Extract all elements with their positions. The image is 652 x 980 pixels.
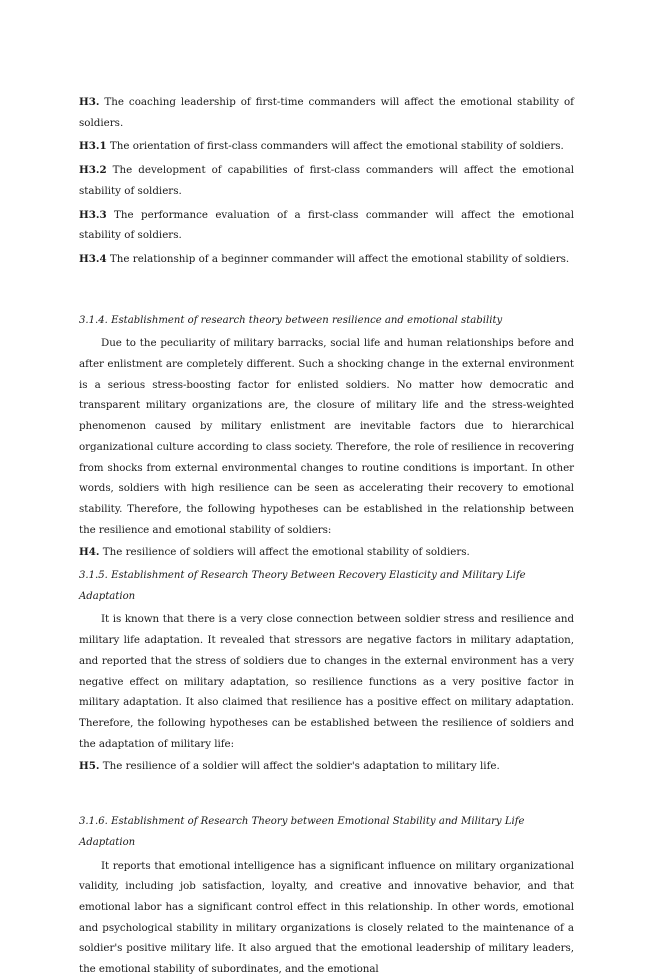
section-title-3-1-5: 3.1.5. Establishment of Research Theory Between Recovery Elasticity and Military Life Adaptation [79, 570, 526, 602]
hypothesis-h5 [79, 756, 574, 777]
hypothesis-text: The orientation of first-class commanders will affect the emotional stability of soldiers. [106, 140, 564, 153]
hypothesis-label: H3.2 [79, 164, 107, 177]
section-paragraph: It is known that there is a very close connection between soldier stress and resilience and military life adaptation. It revealed that stressors are negative factors in military adaptation, and reported that the stress of soldiers due to changes in the external environment has a very negative effect on military adaptation, so resilience functions as a very positive factor in military adaptation. It also claimed that resilience has a positive effect on military adaptation. Therefore, the following hypotheses can be established between the resilience of soldiers and the adaptation of military life: [79, 613, 574, 750]
hypothesis-label: H3.3 [79, 208, 107, 221]
section-paragraph: It reports that emotional intelligence has a significant influence on military organizational validity, including job satisfaction, loyalty, and creative and innovative behavior, and that emotional labor has a significant control effect in this relationship. In other words, emotional and psychological stability in military organizations is closely related to the maintenance of a soldier's positive military life. It also argued that the emotional leadership of military leaders, the emotional stability of subordinates, and the emotional [79, 859, 574, 976]
hypothesis-h3-3 [79, 205, 574, 246]
hypothesis-text: The resilience of a soldier will affect the soldier's adaptation to military life. [99, 760, 500, 773]
hypothesis-h3-1 [79, 136, 574, 157]
hypothesis-text: The resilience of soldiers will affect the emotional stability of soldiers. [99, 546, 470, 559]
hypothesis-label: H3. [79, 96, 100, 108]
spacer [79, 780, 574, 812]
spacer [79, 273, 574, 311]
hypothesis-label: H5. [79, 760, 100, 773]
hypothesis-text: The performance evaluation of a first-class commander will affect the emotional stability of soldiers. [79, 208, 574, 242]
section-title-3-1-6: 3.1.6. Establishment of Research Theory between Emotional Stability and Military Life Adaptation [79, 816, 525, 848]
section-title-3-1-4: 3.1.4. Establishment of research theory between resilience and emotional stability [79, 314, 503, 326]
hypothesis-label: H4. [79, 546, 100, 559]
hypothesis-h3 [79, 92, 574, 133]
hypothesis-text: The relationship of a beginner commander will affect the emotional stability of soldiers. [106, 252, 570, 265]
hypothesis-h3-4 [79, 249, 574, 270]
hypothesis-text: The development of capabilities of first-class commanders will affect the emotional stability of soldiers. [79, 164, 574, 197]
hypothesis-h4 [79, 542, 574, 563]
hypothesis-label: H3.4 [79, 252, 107, 265]
hypothesis-label: H3.1 [79, 140, 107, 153]
hypothesis-h3-2 [79, 160, 574, 201]
hypothesis-text: The coaching leadership of first-time commanders will affect the emotional stability of soldiers. [79, 96, 574, 129]
document-page [79, 92, 574, 980]
section-paragraph: Due to the peculiarity of military barracks, social life and human relationships before and after enlistment are completely different. Such a shocking change in the external environment is a serious stress-boosting factor for enlisted soldiers. No matter how democratic and transparent military organizations are, the closure of military life and the stress-weighted phenomenon caused by military enlistment are inevitable factors due to hierarchical organizational culture according to class society. Therefore, the role of resilience in recovering from shocks from external environmental changes to routine conditions is important. In other words, soldiers with high resilience can be seen as accelerating their recovery to emotional stability. Therefore, the following hypotheses can be established in the relationship between the resilience and emotional stability of soldiers: [79, 337, 574, 536]
